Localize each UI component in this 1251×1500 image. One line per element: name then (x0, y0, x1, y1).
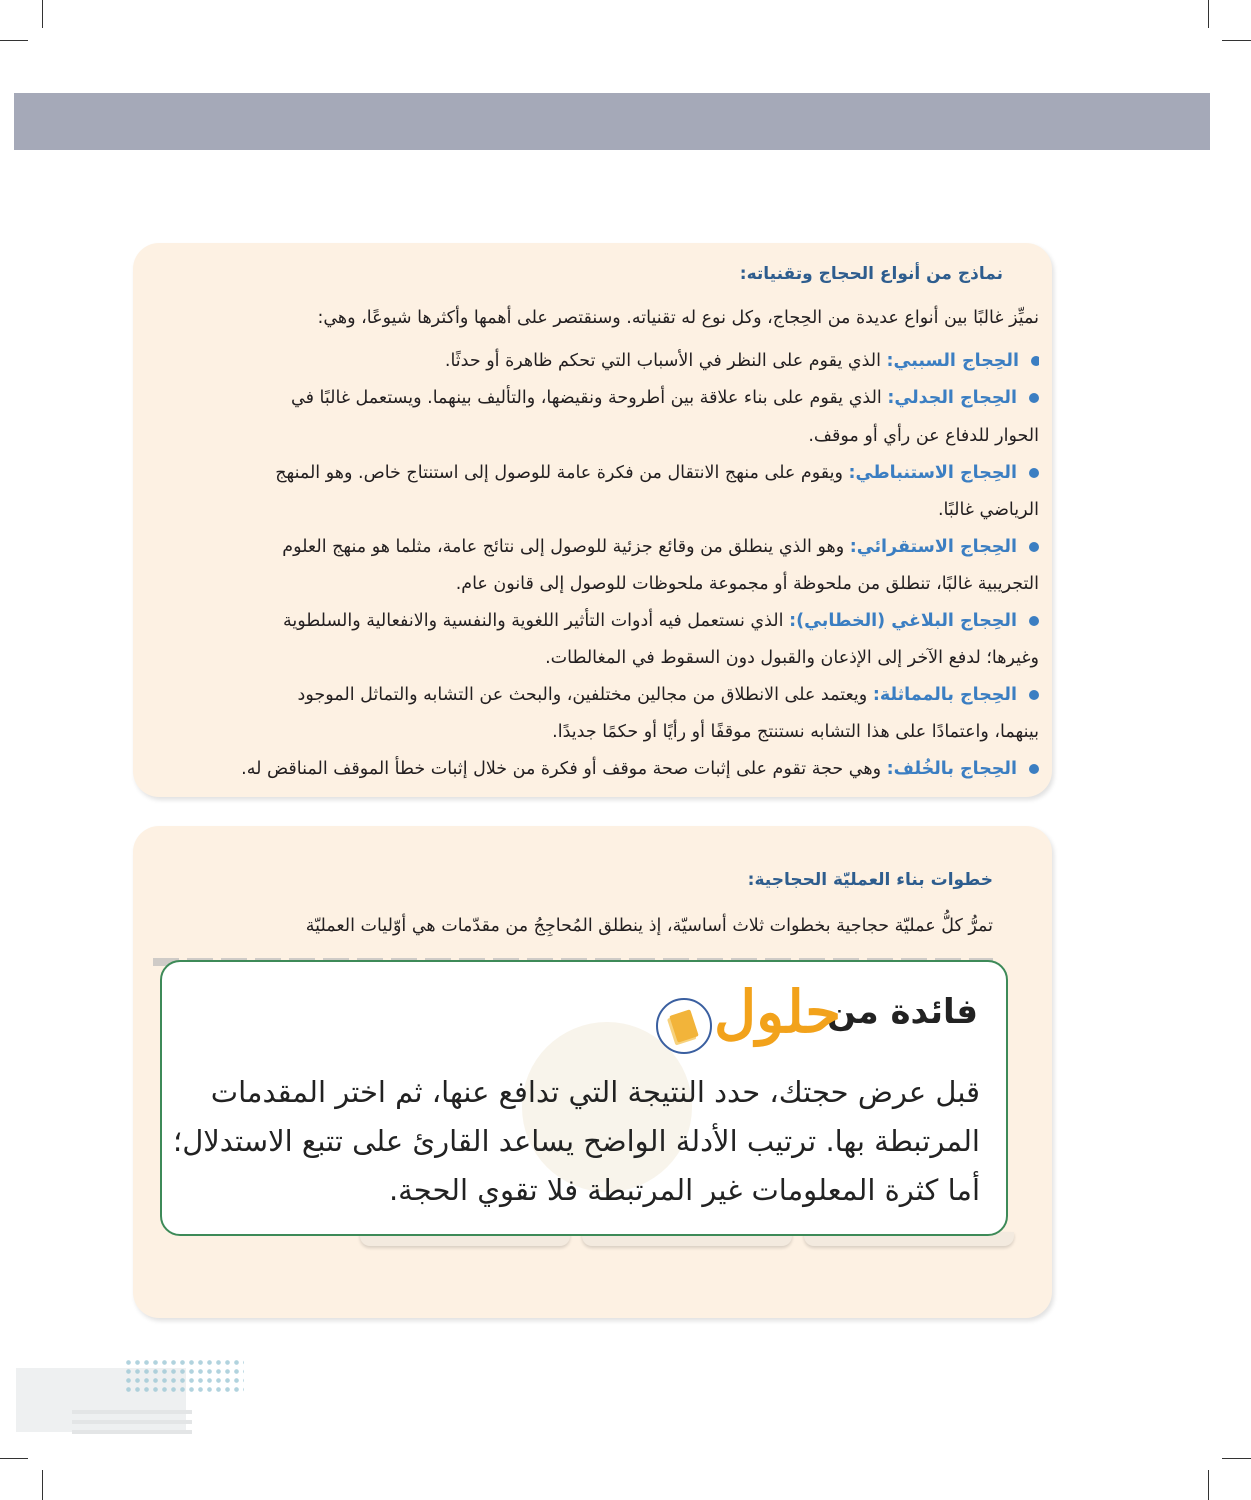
crop-mark (1208, 1470, 1209, 1500)
bullet-icon (1029, 542, 1039, 552)
term-label: الحِجاج الاستقرائي: (849, 537, 1017, 557)
term-label: الحِجاج بالمماثلة: (872, 685, 1017, 705)
item-continuation: الرياضي غالبًا. (937, 500, 1039, 520)
crop-mark (1208, 0, 1209, 28)
bullet-icon (1029, 468, 1039, 478)
term-label: الحِجاج الجدلي: (887, 388, 1017, 408)
item-text: وهو الذي ينطلق من وقائع جزئية للوصول إلى نتائج عامة، مثلما هو منهج العلوم (282, 537, 845, 557)
bullet-icon (1029, 616, 1039, 626)
tip-box (160, 960, 1008, 1236)
bullet-icon (1029, 393, 1039, 403)
steps-intro: تمرُّ كلُّ عمليّة حجاجية بخطوات ثلاث أساسيّة، إذ ينطلق المُحاجِجُ من مقدّمات هي أوّليات العمليّة (305, 916, 993, 936)
header-band (14, 93, 1210, 150)
crop-mark (0, 1458, 28, 1459)
tip-line: أما كثرة المعلومات غير المرتبطة فلا تقوي الحجة. (388, 1173, 980, 1207)
list-item (153, 677, 1039, 714)
crop-mark (42, 1470, 43, 1500)
list-item (153, 380, 1039, 417)
term-label: الحِجاج الاستنباطي: (848, 463, 1017, 483)
section-title: خطوات بناء العمليّة الحجاجية: (747, 870, 993, 890)
item-text: الذي يقوم على بناء علاقة بين أطروحة ونقيضها، والتأليف بينهما. ويستعمل غالبًا في (291, 388, 882, 408)
item-continuation: بينهما، واعتمادًا على هذا التشابه نستنتج موقفًا أو رأيًا أو حكمًا جديدًا. (552, 722, 1039, 742)
list-item (153, 603, 1039, 640)
item-text: وهي حجة تقوم على إثبات صحة موقف أو فكرة من خلال إثبات خطأ الموقف المناقض له. (241, 759, 882, 779)
crop-mark (1222, 1458, 1251, 1459)
ministry-logo-watermark (16, 1358, 232, 1448)
item-text: ويقوم على منهج الانتقال من فكرة عامة للوصول إلى استنتاج خاص. وهو المنهج (275, 463, 843, 483)
tip-line: قبل عرض حجتك، حدد النتيجة التي تدافع عنها، ثم اختر المقدمات (210, 1075, 980, 1109)
list-item (153, 455, 1039, 492)
intro-text: نميِّز غالبًا بين أنواع عديدة من الحِجاج، وكل نوع له تقنياته. وسنقتصر على أهمها وأكثرها شيوعًا، وهي: (317, 308, 1039, 328)
bullet-icon (1029, 764, 1039, 774)
crop-mark (1222, 40, 1251, 41)
crop-mark (0, 40, 28, 41)
list-item (153, 751, 1039, 788)
bullet-icon (1031, 356, 1039, 366)
bullet-icon (1029, 690, 1039, 700)
item-continuation: وغيرها؛ لدفع الآخر إلى الإذعان والقبول دون السقوط في المغالطات. (545, 648, 1039, 668)
item-text: الذي يقوم على النظر في الأسباب التي تحكم ظاهرة أو حدثًا. (444, 351, 881, 371)
term-label: الحِجاج البلاغي (الخطابي): (789, 611, 1017, 631)
tip-heading: فائدة من (827, 992, 978, 1032)
item-text: الذي نستعمل فيه أدوات التأثير اللغوية والنفسية والانفعالية والسلطوية (283, 611, 784, 631)
item-text: ويعتمد على الانطلاق من مجالين مختلفين، والبحث عن التشابه والتماثل الموجود (297, 685, 868, 705)
item-continuation: التجريبية غالبًا، تنطلق من ملحوظة أو مجموعة ملحوظات للوصول إلى قانون عام. (455, 574, 1039, 594)
list-item (153, 529, 1039, 566)
tip-line: المرتبطة بها. ترتيب الأدلة الواضح يساعد القارئ على تتبع الاستدلال؛ (172, 1124, 980, 1158)
book-icon (656, 998, 712, 1054)
item-continuation: الحوار للدفاع عن رأي أو موقف. (808, 426, 1039, 446)
tip-text (172, 1068, 980, 1215)
term-label: الحِجاج السببي: (886, 351, 1019, 371)
section-title: نماذج من أنواع الحجاج وتقنياته: (739, 264, 1003, 284)
term-label: الحِجاج بالخُلف: (886, 759, 1017, 779)
hulul-logo-text: حلول (714, 978, 842, 1046)
crop-mark (42, 0, 43, 28)
list-item (153, 343, 1039, 380)
